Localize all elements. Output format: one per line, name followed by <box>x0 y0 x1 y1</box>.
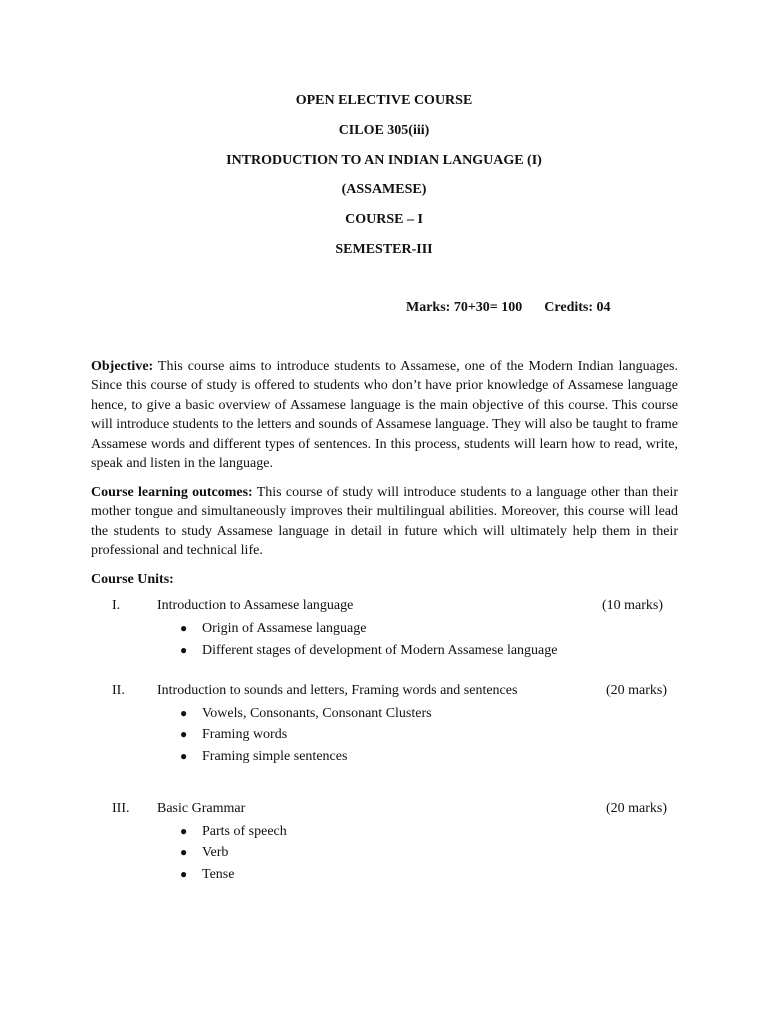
marks-text: Marks: 70+30= 100 <box>406 300 523 315</box>
semester-heading: SEMESTER-III <box>335 242 433 257</box>
objective-paragraph <box>91 357 678 473</box>
unit-title: Introduction to Assamese language <box>157 598 354 613</box>
course-title-heading: INTRODUCTION TO AN INDIAN LANGUAGE (I) <box>226 153 542 168</box>
list-item <box>180 822 287 840</box>
course-number-heading: COURSE – I <box>345 212 423 227</box>
unit-marks: (20 marks) <box>606 683 668 698</box>
unit-marks: (20 marks) <box>606 801 668 816</box>
list-item <box>180 619 366 637</box>
course-code-heading: CILOE 305(iii) <box>338 123 430 138</box>
list-item-text: Framing simple sentences <box>202 749 348 764</box>
list-item-text: Different stages of development of Modern Assamese language <box>202 643 558 658</box>
marks-credits-line <box>406 299 611 317</box>
bullet-icon: ● <box>180 749 188 763</box>
list-item <box>180 725 287 743</box>
outcomes-text: This course of study will introduce students to a language other than their mother tongue and simultaneously improves their multilingual abilities. Moreover, this course will lead the students to study Assamese language in detail in future which will ultimately help them in their professional and technical life. <box>91 485 679 559</box>
unit-marks: (10 marks) <box>602 598 664 613</box>
list-item <box>180 865 234 883</box>
unit-title: Introduction to sounds and letters, Framing words and sentences <box>157 683 518 698</box>
bullet-icon: ● <box>180 706 188 720</box>
language-heading: (ASSAMESE) <box>341 182 427 197</box>
list-item-text: Verb <box>202 845 229 860</box>
unit-number: I. <box>112 598 121 613</box>
unit-row <box>0 682 768 700</box>
list-item <box>180 747 347 765</box>
course-units-heading: Course Units: <box>91 572 174 587</box>
objective-label: Objective: <box>91 359 154 374</box>
bullet-icon: ● <box>180 845 188 859</box>
bullet-icon: ● <box>180 867 188 881</box>
list-item-text: Tense <box>202 867 235 882</box>
bullet-icon: ● <box>180 621 188 635</box>
bullet-icon: ● <box>180 643 188 657</box>
list-item-text: Parts of speech <box>202 824 287 839</box>
list-item <box>180 843 228 861</box>
bullet-icon: ● <box>180 727 188 741</box>
outcomes-paragraph <box>91 483 678 561</box>
unit-title: Basic Grammar <box>157 801 246 816</box>
bullet-icon: ● <box>180 824 188 838</box>
unit-number: II. <box>112 683 125 698</box>
objective-text: This course aims to introduce students to Assamese, one of the Modern Indian languages. Since this course of study is offered to students who don’t have prior knowledge of Assamese language hence, to give a basic overview of Assamese language is the main objective of this course. This course will introduce students to the letters and sounds of Assamese language. They will also be taught to frame Assamese words and different types of sentences. In this process, students will learn how to read, write, speak and listen in the language. <box>91 359 678 472</box>
course-type-heading: OPEN ELECTIVE COURSE <box>295 93 473 108</box>
credits-text: Credits: 04 <box>544 300 611 315</box>
list-item-text: Framing words <box>202 727 288 742</box>
list-item-text: Origin of Assamese language <box>202 621 367 636</box>
list-item <box>180 641 557 659</box>
list-item-text: Vowels, Consonants, Consonant Clusters <box>202 706 432 721</box>
list-item <box>180 704 432 722</box>
unit-row <box>0 800 768 818</box>
unit-number: III. <box>112 801 130 816</box>
unit-row <box>0 597 768 615</box>
outcomes-label: Course learning outcomes: <box>91 485 253 500</box>
